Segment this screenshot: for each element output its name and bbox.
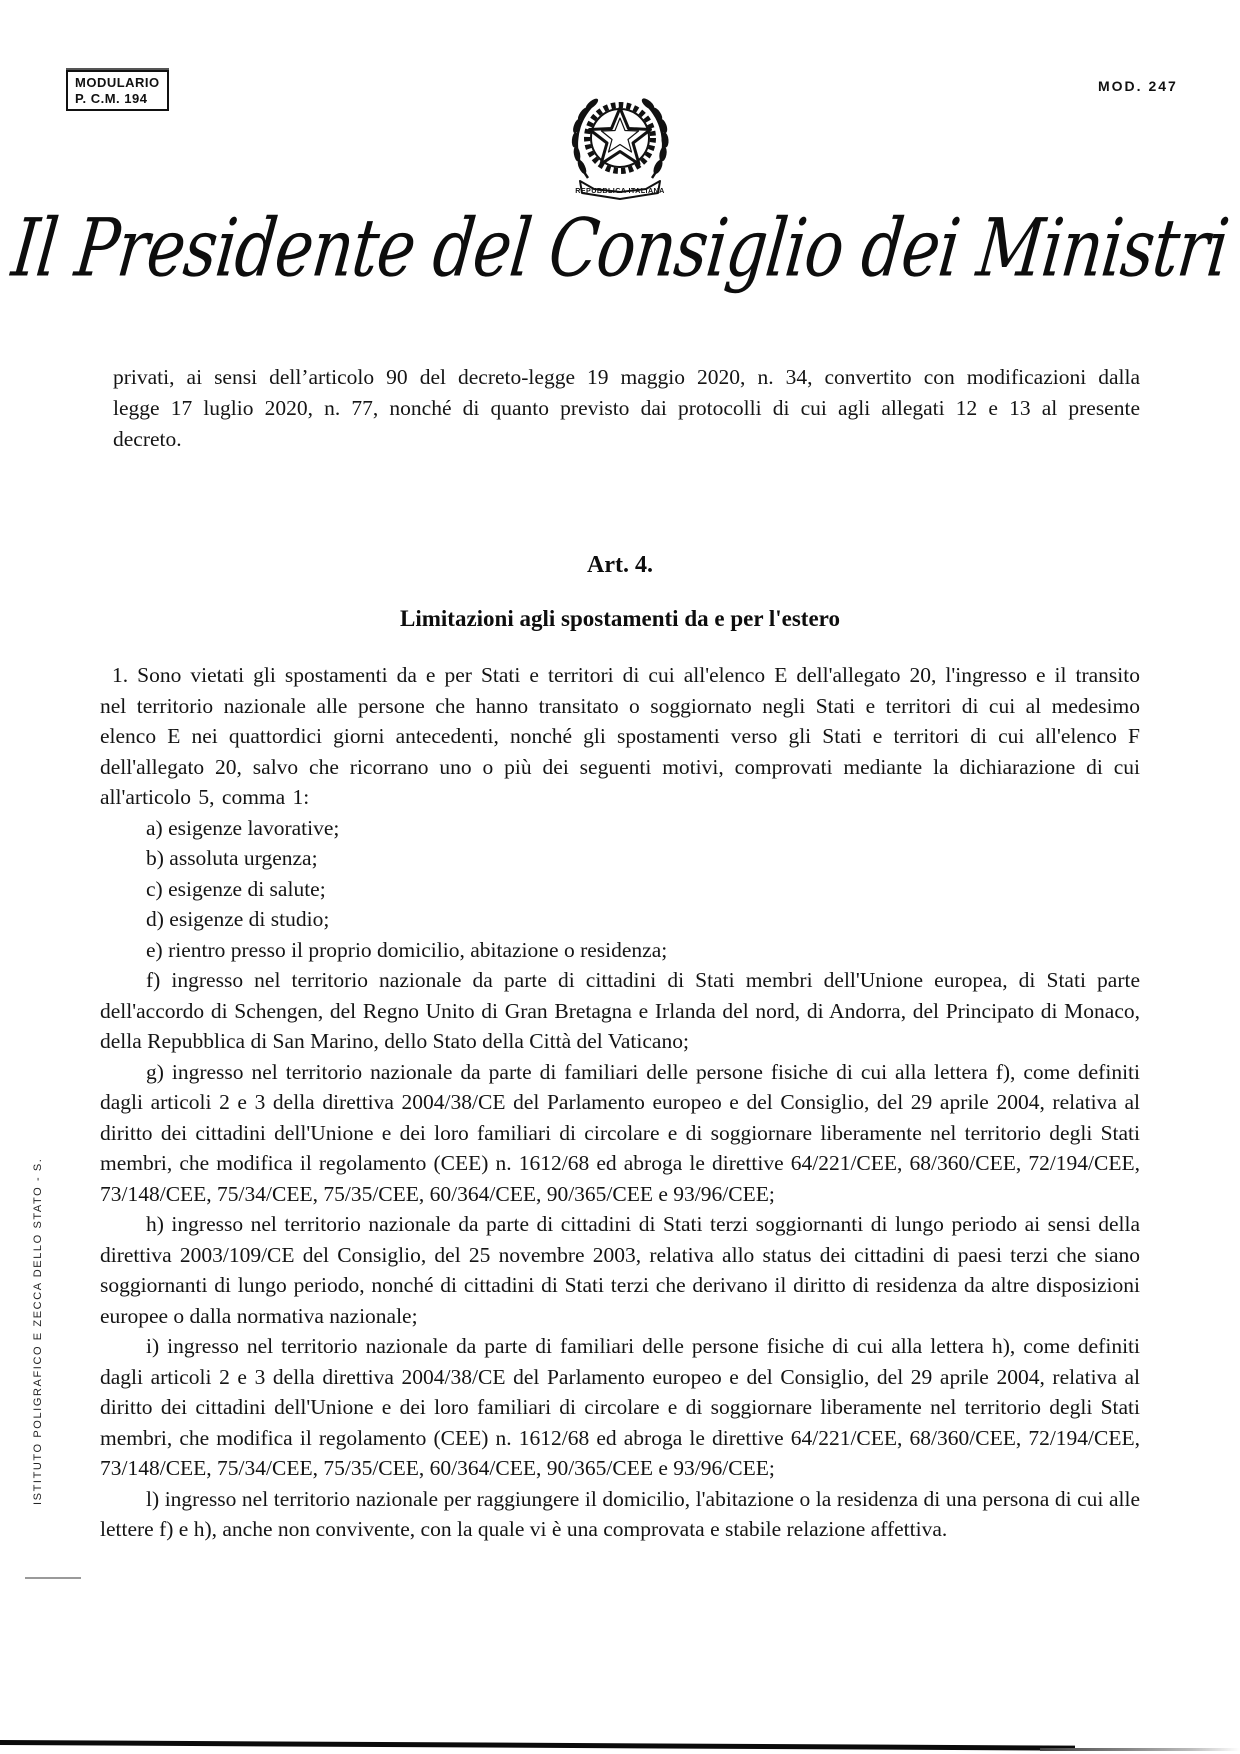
modulario-line2: P. C.M. 194	[75, 91, 148, 106]
italy-state-emblem-icon	[558, 86, 682, 208]
list-item-e: e) rientro presso il proprio domicilio, abitazione o residenza;	[146, 937, 668, 962]
scan-artifact-bar	[0, 1740, 1075, 1751]
scan-artifact-bar-tail	[1040, 1748, 1240, 1751]
printer-credit-vertical-text: ISTITUTO POLIGRAFICO E ZECCA DELLO STATO - S.	[32, 1157, 44, 1505]
list-item-l: l) ingresso nel territorio nazionale per raggiungere il domicilio, l'abitazione o la residenza di una persona di cui alle lettere f) e h), anche non convivente, con la quale vi è una comprovata e stabile relazione affettiva.	[100, 1486, 1140, 1541]
list-item-g: g) ingresso nel territorio nazionale da parte di familiari delle persone fisiche di cui alla lettera f), come definiti dagli articoli 2 e 3 della direttiva 2004/38/CE del Parlamento europeo e del Consiglio, del 29 aprile 2004, relativa al diritto dei cittadini dell'Unione e dei loro familiari di circolare e di soggiornare liberamente nel territorio degli Stati membri, che modifica il regolamento (CEE) n. 1612/68 ed abroga le direttive 64/221/CEE, 68/360/CEE, 72/194/CEE, 73/148/CEE, 75/34/CEE, 75/35/CEE, 60/364/CEE, 90/365/CEE e 93/96/CEE;	[100, 1059, 1140, 1206]
list-item-b: b) assoluta urgenza;	[146, 846, 318, 870]
article-body	[100, 660, 1140, 1545]
ribbon-text: REPUBBLICA ITALIANA	[575, 186, 665, 195]
list-item-i: i) ingresso nel territorio nazionale da parte di familiari delle persone fisiche di cui alla lettera h), come definiti dagli articoli 2 e 3 della direttiva 2004/38/CE del Parlamento europeo e del Consiglio, del 29 aprile 2004, relativa al diritto dei cittadini dell'Unione e dei loro familiari di circolare e di soggiornare liberamente nel territorio degli Stati membri, che modifica il regolamento (CEE) n. 1612/68 ed abroga le direttive 64/221/CEE, 68/360/CEE, 72/194/CEE, 73/148/CEE, 75/34/CEE, 75/35/CEE, 60/364/CEE, 90/365/CEE e 93/96/CEE;	[100, 1334, 1140, 1480]
letterhead-title: Il Presidente del Consiglio dei Ministri	[7, 202, 1233, 296]
article-number: Art. 4.	[587, 552, 653, 578]
list-item-c: c) esigenze di salute;	[146, 876, 326, 901]
modulario-line1: MODULARIO	[75, 75, 160, 90]
list-item-h: h) ingresso nel territorio nazionale da parte di cittadini di Stati terzi soggiornanti di lungo periodo ai sensi della direttiva 2003/109/CE del Consiglio, del 25 novembre 2003, relativa allo status dei cittadini di paesi terzi che siano soggiornanti di lungo periodo, nonché di cittadini di Stati terzi che derivano il diritto di residenza da altre disposizioni europee o dalla normativa nazionale;	[100, 1212, 1140, 1328]
list-item-a: a) esigenze lavorative;	[146, 815, 340, 840]
intro-paragraph: privati, ai sensi dell’articolo 90 del decreto-legge 19 maggio 2020, n. 34, convertito con modificazioni dalla legge 17 luglio 2020, n. 77, nonché di quanto previsto dai protocolli di cui agli allegati 12 e 13 al presente decreto.	[113, 364, 1140, 451]
modulario-box	[66, 70, 169, 111]
mod-number: MOD. 247	[1098, 78, 1178, 94]
margin-dash-mark	[25, 1577, 81, 1579]
article-title: Limitazioni agli spostamenti da e per l'estero	[400, 606, 840, 631]
list-item-f: f) ingresso nel territorio nazionale da parte di cittadini di Stati membri dell'Unione europea, di Stati parte dell'accordo di Schengen, del Regno Unito di Gran Bretagna e Irlanda del nord, di Andorra, del Principato di Monaco, della Repubblica di San Marino, dello Stato della Città del Vaticano;	[100, 968, 1140, 1053]
list-item-d: d) esigenze di studio;	[146, 907, 330, 931]
article-paragraph-1: 1. Sono vietati gli spostamenti da e per Stati e territori di cui all'elenco E dell'allegato 20, l'ingresso e il transito nel territorio nazionale alle persone che hanno transitato o soggiornato negli Stati e territori di cui al medesimo elenco E nei quattordici giorni antecedenti, nonché gli spostamenti verso gli Stati e territori di cui all'elenco F dell'allegato 20, salvo che ricorrano uno o più dei seguenti motivi, comprovati mediante la dichiarazione di cui all'articolo 5, comma 1:	[100, 663, 1140, 809]
